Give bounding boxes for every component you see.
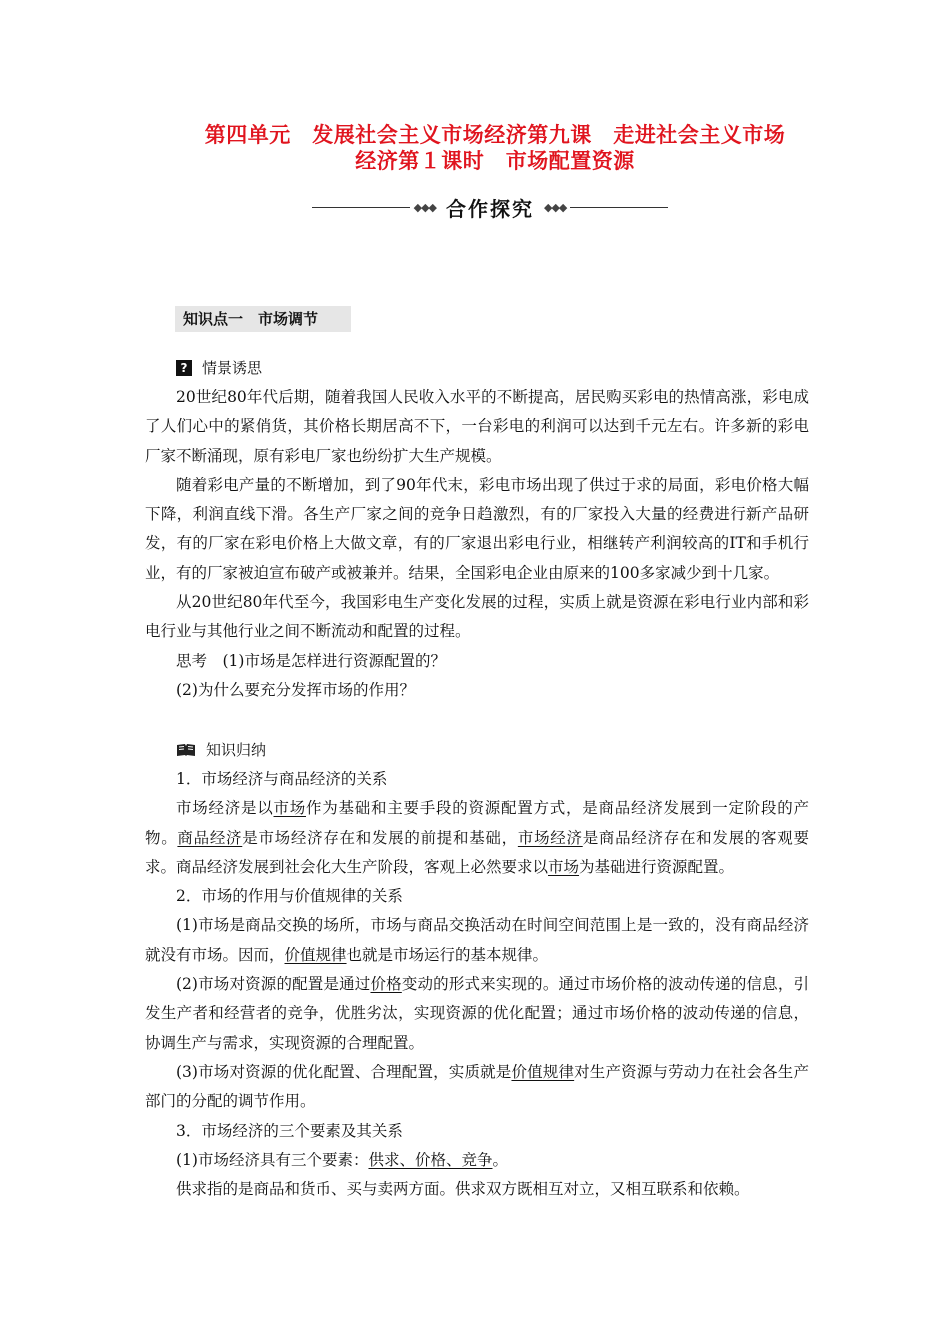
- point-1-title: 1．市场经济与商品经济的关系: [176, 770, 388, 788]
- scenario-paragraph: 从20世纪80年代至今，我国彩电生产变化发展的过程，实质上就是资源在彩电行业内部和彩电行业与其他行业之间不断流动和配置的过程。: [145, 593, 809, 641]
- scenario-label: [176, 358, 262, 378]
- think-question-2: (2)为什么要充分发挥市场的作用？: [176, 680, 415, 699]
- point-3-item-2: 供求指的是商品和货币、买与卖两方面。供求双方既相互对立，又相互联系和依赖。: [176, 1180, 750, 1199]
- summary-label-text: 知识归纳: [206, 741, 267, 759]
- point-2-item-3: (3)市场对资源的优化配置、合理配置，实质就是价值规律对生产资源与劳动力在社会各生产部门的分配的调节作用。: [145, 1062, 809, 1111]
- point-2-title: 2．市场的作用与价值规律的关系: [176, 887, 403, 906]
- think-question-1: 思考 (1)市场是怎样进行资源配置的？: [176, 651, 446, 670]
- scenario-paragraph: 20世纪80年代后期，随着我国人民收入水平的不断提高，居民购买彩电的热情高涨，彩电成了人们心中的紧俏货，其价格长期居高不下，一台彩电的利润可以达到千元左右。许多新的彩电厂家不断涌现，原有彩电厂家也纷纷扩大生产规模。: [145, 388, 809, 465]
- point-2-item-2: (2)市场对资源的配置是通过价格变动的形式来实现的。通过市场价格的波动传递的信息，引发生产者和经营者的竞争，优胜劣汰，实现资源的优化配置；通过市场价格的波动传递的信息，协调生产与需求，实现资源的合理配置。: [145, 975, 809, 1052]
- point-2-item-1: (1)市场是商品交换的场所，市场与商品交换活动在时间空间范围上是一致的，没有商品经济就没有市场。因而，价值规律也就是市场运行的基本规律。: [145, 916, 809, 964]
- scenario-paragraph: 随着彩电产量的不断增加，到了90年代末，彩电市场出现了供过于求的局面，彩电价格大幅下降，利润直线下滑。各生产厂家之间的竞争日趋激烈，有的厂家投入大量的经费进行新产品研发，有的厂家在彩电价格上大做文章，有的厂家退出彩电行业，相继转产利润较高的IT和手机行业，有的厂家被迫宣布破产或被兼并。结果，全国彩电企业由原来的100多家减少到十几家。: [145, 475, 809, 582]
- banner-rule-left: [312, 207, 410, 208]
- scenario-text: [145, 383, 809, 705]
- banner-label: 合作探究: [446, 196, 534, 221]
- point-1-body: 市场经济是以市场作为基础和主要手段的资源配置方式，是商品经济发展到一定阶段的产物。商品经济是市场经济存在和发展的前提和基础，市场经济是商品经济存在和发展的客观要求。商品经济发展到社会化大生产阶段，客观上必然要求以市场为基础进行资源配置。: [145, 799, 809, 876]
- ornament-icon: ◆◆◆: [544, 200, 567, 214]
- book-icon: [176, 743, 196, 757]
- banner-rule-right: [570, 207, 668, 208]
- point-3-title: 3．市场经济的三个要素及其关系: [176, 1121, 403, 1140]
- summary-label: [176, 740, 266, 760]
- section-banner: [312, 192, 668, 222]
- title-line-2: 经济第１课时 市场配置资源: [355, 149, 635, 173]
- point-3-item-1: (1)市场经济具有三个要素：供求、价格、竞争。: [176, 1150, 508, 1169]
- title-line-1: 第四单元 发展社会主义市场经济第九课 走进社会主义市场: [204, 123, 786, 147]
- page-title: [150, 122, 840, 174]
- scenario-label-text: 情景诱思: [202, 359, 263, 377]
- summary-text: [145, 765, 809, 1204]
- question-icon: ?: [176, 360, 192, 376]
- section-heading: 知识点一 市场调节: [175, 306, 351, 332]
- ornament-icon: ◆◆◆: [413, 200, 436, 214]
